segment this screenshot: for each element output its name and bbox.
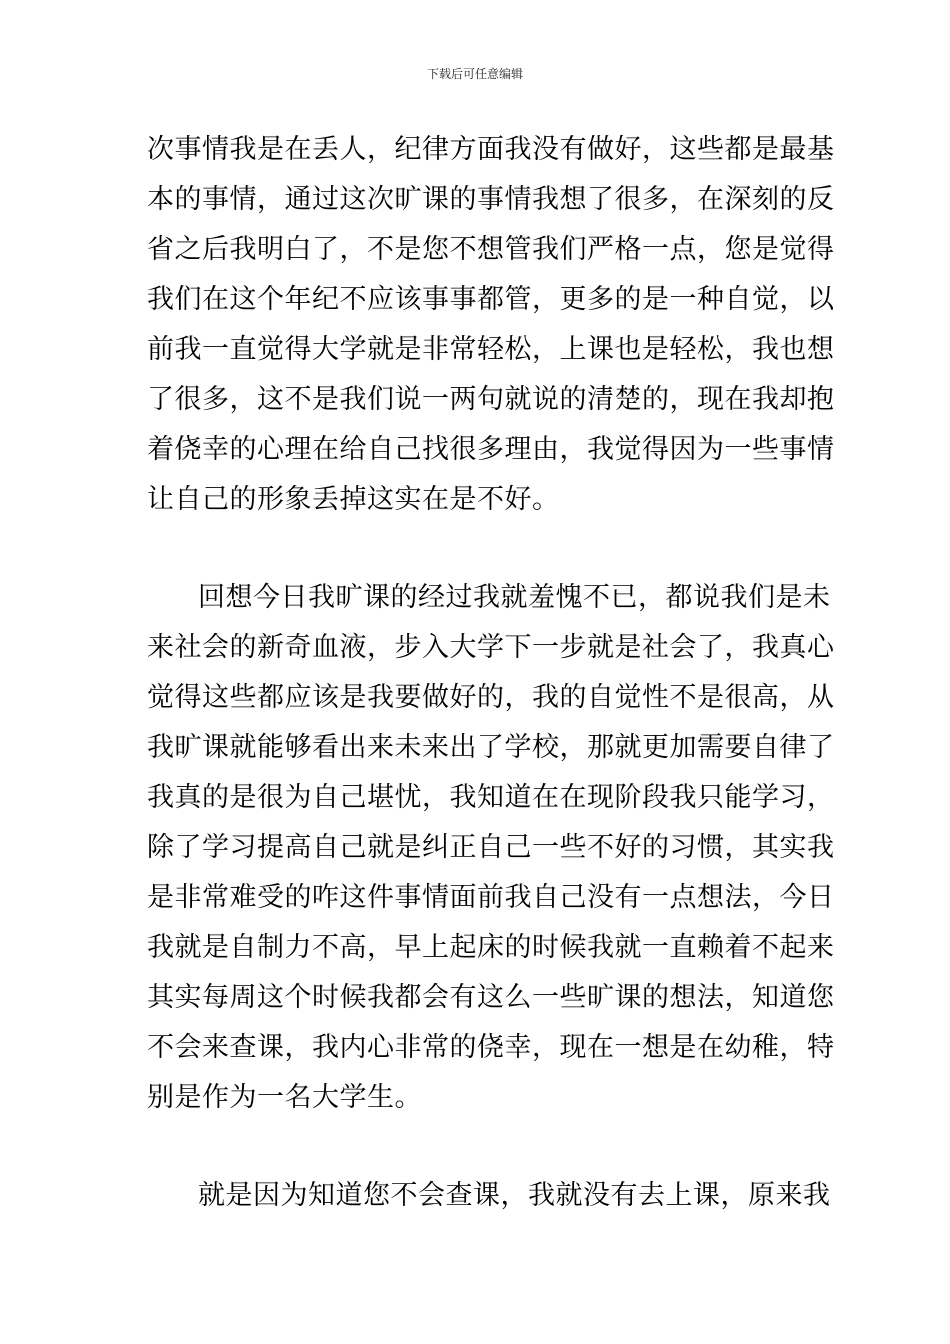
paragraph-2-line-6: 除了学习提高自己就是纠正自己一些不好的习惯，其实我 [147,832,835,863]
paragraph-1-line-8: 让自己的形象丢掉这实在是不好。 [147,484,560,515]
paragraph-2-line-10: 不会来查课，我内心非常的侥幸，现在一想是在幼稚，特 [147,1032,835,1063]
paragraph-2-line-11: 别是作为一名大学生。 [147,1082,422,1113]
paragraph-2-line-8: 我就是自制力不高，早上起床的时候我就一直赖着不起来 [147,932,835,963]
paragraph-2-line-9: 其实每周这个时候我都会有这么一些旷课的想法，知道您 [147,982,835,1013]
paragraph-1-line-6: 了很多，这不是我们说一两句就说的清楚的，现在我却抱 [147,384,835,415]
paragraph-1-line-1: 次事情我是在丢人，纪律方面我没有做好，这些都是最基 [147,134,835,165]
paragraph-2-line-7: 是非常难受的咋这件事情面前我自己没有一点想法，今日 [147,882,835,913]
paragraph-2-line-5: 我真的是很为自己堪忧，我知道在在现阶段我只能学习， [147,782,835,813]
paragraph-1-line-7: 着侥幸的心理在给自己找很多理由，我觉得因为一些事情 [147,434,835,465]
page-header: 下载后可任意编辑 [426,67,523,81]
paragraph-1-line-2: 本的事情，通过这次旷课的事情我想了很多，在深刻的反 [147,184,835,215]
paragraph-1-line-5: 前我一直觉得大学就是非常轻松，上课也是轻松，我也想 [147,334,835,365]
paragraph-3-line-1: 就是因为知道您不会查课，我就没有去上课，原来我 [198,1180,831,1211]
paragraph-2-line-1: 回想今日我旷课的经过我就羞愧不已，都说我们是未 [198,582,831,613]
paragraph-1-line-4: 我们在这个年纪不应该事事都管，更多的是一种自觉，以 [147,284,835,315]
paragraph-2-line-2: 来社会的新奇血液，步入大学下一步就是社会了，我真心 [147,632,835,663]
paragraph-1-line-3: 省之后我明白了，不是您不想管我们严格一点，您是觉得 [147,234,835,265]
paragraph-2-line-3: 觉得这些都应该是我要做好的，我的自觉性不是很高，从 [147,682,835,713]
paragraph-2-line-4: 我旷课就能够看出来未来出了学校，那就更加需要自律了 [147,732,835,763]
